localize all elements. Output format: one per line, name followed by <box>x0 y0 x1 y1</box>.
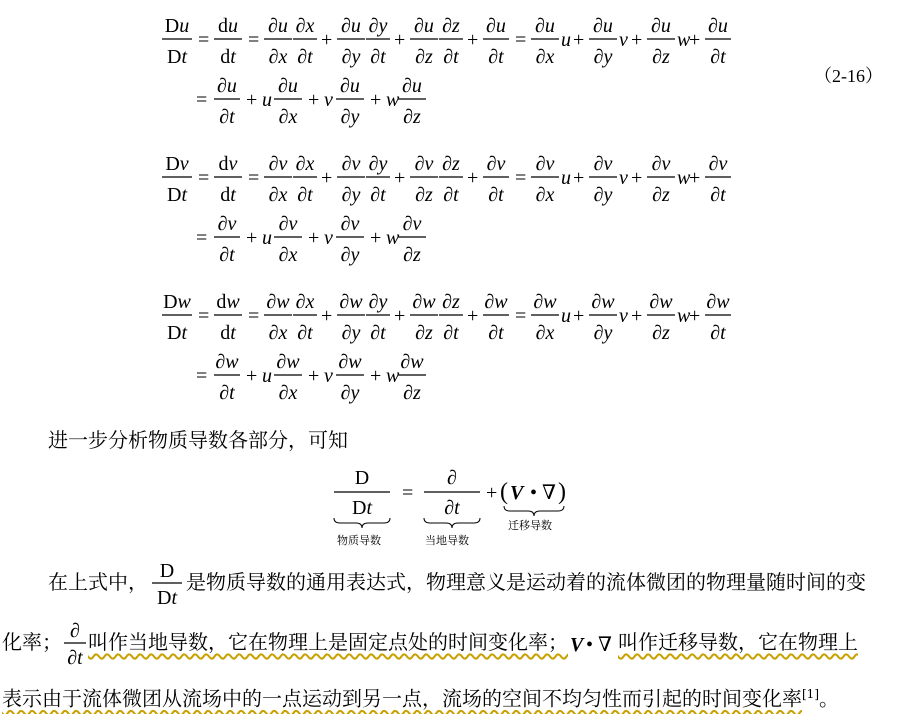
svg-text:D: D <box>354 467 370 489</box>
svg-text:Dt: Dt <box>156 586 178 609</box>
svg-text:∂w: ∂w <box>533 291 557 313</box>
svg-text:∂t: ∂t <box>370 46 386 68</box>
svg-text:∂t: ∂t <box>488 184 504 206</box>
svg-text:∇: ∇ <box>542 482 556 504</box>
svg-text:∂x: ∂x <box>268 322 288 344</box>
svg-text:∂t: ∂t <box>488 322 504 344</box>
svg-text:∂t: ∂t <box>67 646 83 669</box>
svg-text:∂v: ∂v <box>651 153 671 175</box>
svg-text:•: • <box>530 482 538 504</box>
svg-text:∂t: ∂t <box>710 184 726 206</box>
svg-text:∂v: ∂v <box>535 153 555 175</box>
citation-ref[interactable]: [1] <box>802 687 819 701</box>
svg-text:∂z: ∂z <box>442 291 460 313</box>
svg-text:∂y: ∂y <box>340 244 360 266</box>
svg-text:+: + <box>246 89 258 111</box>
svg-text:=: = <box>248 29 260 51</box>
svg-text:∂v: ∂v <box>217 213 237 235</box>
svg-text:∂w: ∂w <box>484 291 508 313</box>
svg-text:∂v: ∂v <box>402 213 422 235</box>
label-local-derivative: 当地导数 <box>425 534 469 547</box>
svg-text:∂x: ∂x <box>535 184 555 206</box>
svg-text:+: + <box>394 305 406 327</box>
svg-text:v: v <box>619 29 628 51</box>
svg-text:∂x: ∂x <box>278 244 298 266</box>
paragraph-text-2a: 化率； <box>2 630 62 654</box>
svg-text:=: = <box>198 29 210 51</box>
svg-text:∂y: ∂y <box>593 322 613 344</box>
svg-text:=: = <box>515 29 527 51</box>
svg-text:u: u <box>262 365 272 387</box>
svg-text:=: = <box>196 227 208 249</box>
svg-text:w: w <box>386 365 400 387</box>
svg-text:=: = <box>248 305 260 327</box>
paragraph-end: 。 <box>819 686 839 711</box>
svg-text:∂v: ∂v <box>708 153 728 175</box>
svg-text:+: + <box>631 167 643 189</box>
svg-text:∂t: ∂t <box>710 46 726 68</box>
svg-text:∂z: ∂z <box>442 153 460 175</box>
label-convective-derivative: 迁移导数 <box>508 519 552 532</box>
svg-text:v: v <box>619 305 628 327</box>
svg-text:∂t: ∂t <box>488 46 504 68</box>
svg-text:dt: dt <box>220 322 236 344</box>
svg-text:•: • <box>586 633 594 656</box>
svg-text:∂x: ∂x <box>268 46 288 68</box>
svg-text:∂u: ∂u <box>708 15 728 37</box>
svg-text:): ) <box>558 479 566 505</box>
svg-text:Dt: Dt <box>166 46 188 68</box>
paragraph-text-2c: 叫作迁移导数，它在物理上 <box>618 630 858 654</box>
svg-text:∂w: ∂w <box>266 291 290 313</box>
svg-text:∂x: ∂x <box>295 15 315 37</box>
svg-text:=: = <box>198 305 210 327</box>
svg-text:+: + <box>486 482 498 504</box>
svg-text:∂y: ∂y <box>341 322 361 344</box>
svg-text:∂w: ∂w <box>400 351 424 373</box>
paragraph-line-3 <box>2 680 839 713</box>
svg-text:∂u: ∂u <box>402 75 422 97</box>
svg-text:u: u <box>262 89 272 111</box>
svg-text:dv: dv <box>218 153 238 175</box>
svg-text:∂y: ∂y <box>341 184 361 206</box>
svg-text:w: w <box>677 305 691 327</box>
svg-text:v: v <box>619 167 628 189</box>
svg-text:=: = <box>515 167 527 189</box>
inline-partial-dt <box>62 617 88 669</box>
svg-text:∂z: ∂z <box>652 46 670 68</box>
svg-text:∂y: ∂y <box>368 153 388 175</box>
svg-text:∂z: ∂z <box>415 46 433 68</box>
svg-text:∂w: ∂w <box>591 291 615 313</box>
svg-text:∂u: ∂u <box>535 15 555 37</box>
svg-text:V: V <box>510 482 524 504</box>
svg-text:∂z: ∂z <box>415 322 433 344</box>
svg-text:∂y: ∂y <box>340 106 360 128</box>
intro-text: 进一步分析物质导数各部分，可知 <box>48 428 348 452</box>
svg-text:Dt: Dt <box>166 322 188 344</box>
svg-text:∂w: ∂w <box>706 291 730 313</box>
svg-text:+: + <box>394 167 406 189</box>
svg-text:∂v: ∂v <box>340 213 360 235</box>
svg-text:dt: dt <box>220 184 236 206</box>
svg-text:∂w: ∂w <box>339 291 363 313</box>
svg-text:+: + <box>394 29 406 51</box>
svg-text:∂z: ∂z <box>442 15 460 37</box>
svg-text:∂x: ∂x <box>268 184 288 206</box>
svg-text:du: du <box>218 15 238 37</box>
svg-text:∂z: ∂z <box>652 322 670 344</box>
svg-text:+: + <box>246 365 258 387</box>
svg-text:+: + <box>321 167 333 189</box>
svg-text:+: + <box>308 89 320 111</box>
svg-text:∂: ∂ <box>447 467 457 489</box>
svg-text:+: + <box>246 227 258 249</box>
svg-text:+: + <box>467 167 479 189</box>
svg-text:w: w <box>677 167 691 189</box>
svg-text:∂y: ∂y <box>593 46 613 68</box>
inline-v-dot-nabla <box>570 630 616 658</box>
svg-text:Dt: Dt <box>166 184 188 206</box>
label-material-derivative: 物质导数 <box>337 534 381 547</box>
svg-text:∂v: ∂v <box>278 213 298 235</box>
svg-text:∂u: ∂u <box>217 75 237 97</box>
svg-text:(: ( <box>500 479 508 505</box>
svg-text:+: + <box>370 227 382 249</box>
svg-text:v: v <box>324 227 333 249</box>
svg-text:∂x: ∂x <box>278 106 298 128</box>
svg-text:+: + <box>308 227 320 249</box>
svg-text:+: + <box>631 29 643 51</box>
svg-text:∂u: ∂u <box>340 75 360 97</box>
svg-text:∂u: ∂u <box>593 15 613 37</box>
svg-text:+: + <box>308 365 320 387</box>
svg-text:Du: Du <box>164 15 190 37</box>
svg-text:∂t: ∂t <box>443 322 459 344</box>
svg-text:+: + <box>467 29 479 51</box>
svg-text:∂v: ∂v <box>268 153 288 175</box>
svg-text:+: + <box>467 305 479 327</box>
svg-text:∂w: ∂w <box>215 351 239 373</box>
svg-text:w: w <box>386 89 400 111</box>
svg-text:+: + <box>573 29 585 51</box>
svg-text:∂x: ∂x <box>295 291 315 313</box>
svg-text:∂u: ∂u <box>341 15 361 37</box>
svg-text:=: = <box>402 482 414 504</box>
inline-D-Dt <box>150 557 184 609</box>
svg-text:+: + <box>370 89 382 111</box>
svg-text:∂x: ∂x <box>278 382 298 404</box>
svg-text:∂t: ∂t <box>444 497 460 519</box>
svg-text:∂y: ∂y <box>368 15 388 37</box>
svg-text:u: u <box>561 29 571 51</box>
svg-text:V: V <box>570 633 584 656</box>
svg-text:∂x: ∂x <box>535 46 555 68</box>
svg-text:dw: dw <box>216 291 240 313</box>
paragraph-text-3: 表示由于流体微团从流场中的一点运动到另一点，流场的空间不均匀性而引起的时间变化率 <box>2 686 802 711</box>
svg-text:w: w <box>677 29 691 51</box>
svg-text:∂w: ∂w <box>276 351 300 373</box>
svg-text:∂u: ∂u <box>486 15 506 37</box>
paragraph-text-2b: 叫作当地导数，它在物理上是固定点处的时间变化率； <box>88 630 568 654</box>
svg-text:∂u: ∂u <box>268 15 288 37</box>
svg-text:∂u: ∂u <box>414 15 434 37</box>
svg-text:∂t: ∂t <box>219 244 235 266</box>
svg-text:∂z: ∂z <box>652 184 670 206</box>
svg-text:+: + <box>321 305 333 327</box>
svg-text:u: u <box>561 167 571 189</box>
svg-text:∂z: ∂z <box>403 244 421 266</box>
svg-text:∂t: ∂t <box>219 106 235 128</box>
paragraph-line-1 <box>48 559 866 609</box>
svg-text:w: w <box>386 227 400 249</box>
svg-text:∂: ∂ <box>70 619 80 642</box>
svg-text:∂v: ∂v <box>593 153 613 175</box>
svg-text:u: u <box>262 227 272 249</box>
svg-text:+: + <box>321 29 333 51</box>
svg-text:=: = <box>196 89 208 111</box>
svg-text:∂t: ∂t <box>370 184 386 206</box>
svg-text:∂v: ∂v <box>414 153 434 175</box>
svg-text:∂y: ∂y <box>340 382 360 404</box>
svg-text:∂y: ∂y <box>368 291 388 313</box>
svg-text:∂w: ∂w <box>412 291 436 313</box>
svg-text:Dw: Dw <box>163 291 191 313</box>
svg-text:v: v <box>324 89 333 111</box>
svg-text:=: = <box>515 305 527 327</box>
svg-text:∂u: ∂u <box>278 75 298 97</box>
svg-text:∂x: ∂x <box>535 322 555 344</box>
svg-text:∇: ∇ <box>598 633 612 656</box>
svg-text:∂y: ∂y <box>593 184 613 206</box>
svg-text:∂w: ∂w <box>338 351 362 373</box>
svg-text:+: + <box>689 29 701 51</box>
svg-text:∂z: ∂z <box>403 382 421 404</box>
svg-text:+: + <box>573 167 585 189</box>
svg-text:∂z: ∂z <box>403 106 421 128</box>
svg-text:∂v: ∂v <box>486 153 506 175</box>
svg-text:∂y: ∂y <box>341 46 361 68</box>
svg-text:D: D <box>159 559 175 582</box>
svg-text:∂t: ∂t <box>443 46 459 68</box>
paragraph-text-1: 是物质导数的通用表达式，物理意义是运动着的流体微团的物理量随时间的变 <box>186 570 866 594</box>
paragraph-line-2 <box>2 619 858 669</box>
svg-text:+: + <box>689 167 701 189</box>
svg-text:∂t: ∂t <box>710 322 726 344</box>
svg-text:=: = <box>248 167 260 189</box>
equation-number: （2-16） <box>814 66 883 86</box>
svg-text:∂t: ∂t <box>443 184 459 206</box>
svg-text:Dv: Dv <box>165 153 189 175</box>
svg-text:∂t: ∂t <box>297 184 313 206</box>
svg-text:∂t: ∂t <box>297 46 313 68</box>
svg-text:∂v: ∂v <box>341 153 361 175</box>
svg-text:∂u: ∂u <box>651 15 671 37</box>
svg-text:dt: dt <box>220 46 236 68</box>
svg-text:+: + <box>370 365 382 387</box>
svg-text:+: + <box>689 305 701 327</box>
svg-text:∂w: ∂w <box>649 291 673 313</box>
svg-text:+: + <box>573 305 585 327</box>
svg-text:u: u <box>561 305 571 327</box>
paragraph-prefix: 在上式中， <box>48 570 148 594</box>
svg-text:=: = <box>196 365 208 387</box>
svg-text:Dt: Dt <box>351 497 373 519</box>
svg-text:∂t: ∂t <box>297 322 313 344</box>
svg-text:∂t: ∂t <box>219 382 235 404</box>
svg-text:∂z: ∂z <box>415 184 433 206</box>
svg-text:∂t: ∂t <box>370 322 386 344</box>
svg-text:+: + <box>631 305 643 327</box>
svg-text:=: = <box>198 167 210 189</box>
svg-text:∂x: ∂x <box>295 153 315 175</box>
svg-text:v: v <box>324 365 333 387</box>
